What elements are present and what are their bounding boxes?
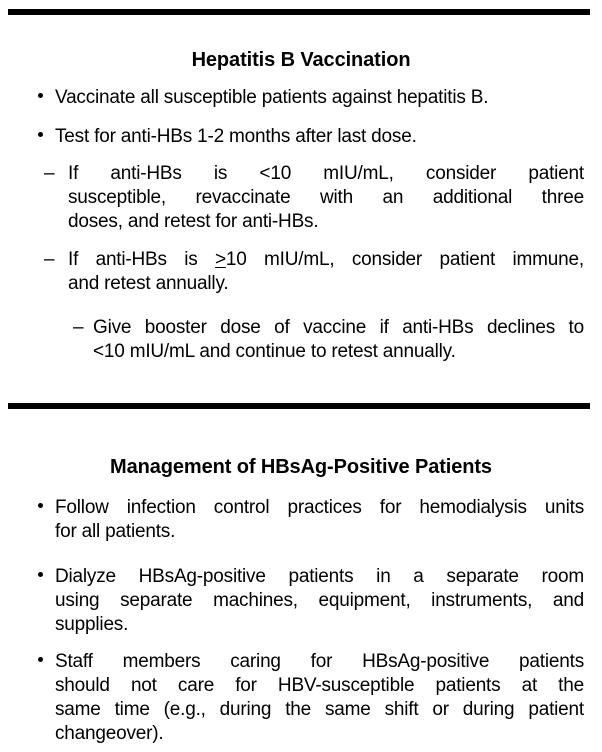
bullet-icon: [38, 93, 43, 98]
dash-icon: –: [73, 317, 84, 338]
greater-equal-symbol: >: [214, 249, 226, 270]
list-item: [0, 650, 602, 746]
bullet-icon: [38, 503, 43, 508]
sub-bullet-text-line: susceptible, revaccinate with an additional three: [68, 187, 584, 208]
sub-sub-bullet-text-line: <10 mIU/mL and continue to retest annually.: [93, 341, 456, 362]
list-item: [0, 496, 602, 544]
bullet-text: Vaccinate all susceptible patients against hepatitis B.: [55, 87, 489, 108]
sub-bullet-text-line: If anti-HBs is <10 mIU/mL, consider patient: [68, 163, 584, 184]
text-segment: 10 mIU/mL, consider patient immune,: [225, 249, 584, 270]
list-item: [0, 162, 602, 234]
text-segment: If anti-HBs is: [68, 249, 215, 270]
bullet-icon: [38, 132, 43, 137]
bullet-text: Test for anti-HBs 1-2 months after last dose.: [55, 126, 417, 147]
list-item: [0, 125, 602, 149]
bullet-icon: [38, 572, 43, 577]
sub-bullet-text-line: doses, and retest for anti-HBs.: [68, 211, 319, 232]
horizontal-rule-top: [8, 9, 590, 15]
bullet-text-line: using separate machines, equipment, instruments, and: [55, 590, 584, 611]
list-item: [0, 86, 602, 110]
list-item: [0, 565, 602, 637]
horizontal-rule-middle: [8, 403, 590, 409]
bullet-text-line: Staff members caring for HBsAg-positive patients: [55, 651, 584, 672]
list-item: [0, 316, 602, 364]
bullet-icon: [38, 657, 43, 662]
sub-sub-bullet-text-line: Give booster dose of vaccine if anti-HBs declines to: [93, 317, 584, 338]
section-title-management-hbsag-positive: Management of HBsAg-Positive Patients: [110, 456, 492, 478]
bullet-text-line: Follow infection control practices for hemodialysis units: [55, 497, 584, 518]
dash-icon: –: [44, 249, 55, 270]
bullet-text-line: for all patients.: [55, 521, 176, 542]
list-item: [0, 248, 602, 296]
sub-bullet-text-line: and retest annually.: [68, 273, 229, 294]
bullet-text-line: Dialyze HBsAg-positive patients in a separate room: [55, 566, 584, 587]
dash-icon: –: [44, 163, 55, 184]
bullet-text-line: changeover).: [55, 723, 164, 744]
bullet-text-line: should not care for HBV-susceptible patients at the: [55, 675, 584, 696]
sub-bullet-text-line: [68, 248, 584, 272]
bullet-text-line: supplies.: [55, 614, 129, 635]
section-title-hepatitis-b-vaccination: Hepatitis B Vaccination: [191, 49, 411, 71]
bullet-text-line: same time (e.g., during the same shift or during patient: [55, 699, 584, 720]
